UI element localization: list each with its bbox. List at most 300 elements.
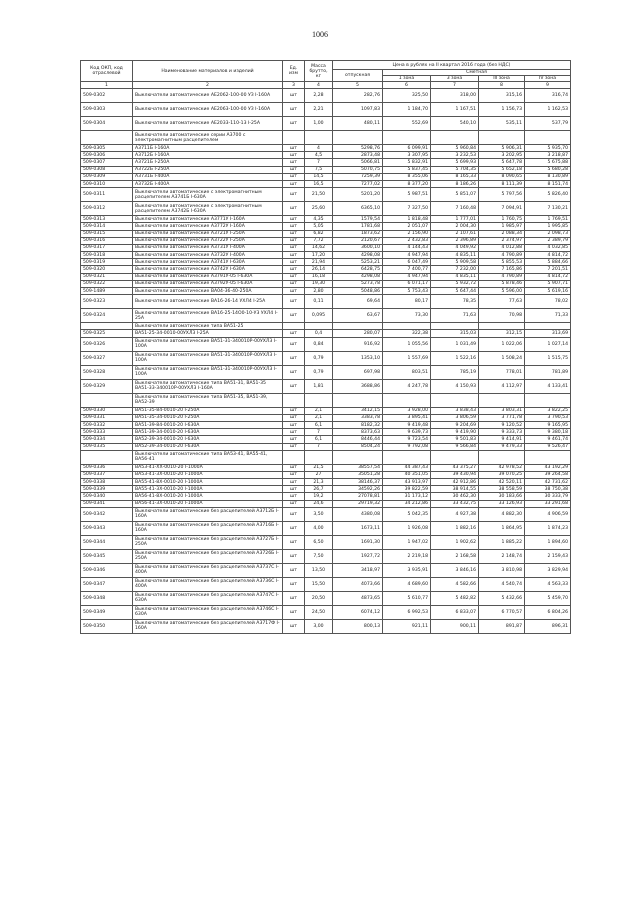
col-index: 1 <box>81 82 133 89</box>
cell-name: Выключатели автоматические А3732У I-400А <box>133 252 283 259</box>
cell-release: 4073,66 <box>333 577 383 591</box>
cell-code <box>81 450 133 464</box>
cell-release: 69,64 <box>333 295 383 309</box>
cell-release: 800,13 <box>333 619 383 633</box>
cell-release: 35051,28 <box>333 471 383 478</box>
cell-release: 4380,08 <box>333 507 383 521</box>
table-row <box>81 337 571 351</box>
cell-mass <box>305 131 333 145</box>
cell-z4: 5 907,71 <box>525 280 571 287</box>
cell-unit: шт <box>283 521 305 535</box>
cell-z3b <box>479 450 525 464</box>
cell-release: 916,92 <box>333 337 383 351</box>
cell-code: 509-0317 <box>81 244 133 251</box>
cell-release: 8446,44 <box>333 436 383 443</box>
cell-release: 5298,76 <box>333 145 383 152</box>
cell-code: 509-0332 <box>81 421 133 428</box>
cell-unit <box>283 450 305 464</box>
cell-z3b: 30 183,66 <box>479 493 525 500</box>
cell-z1: 9 419,48 <box>383 421 431 428</box>
cell-z3b: 3 771,78 <box>479 414 525 421</box>
cell-z1: 2 156,90 <box>383 230 431 237</box>
cell-name: Выключатели автоматические А3721У I-250А <box>133 230 283 237</box>
cell-z3: 8 186,26 <box>431 180 479 187</box>
cell-z3b: 9 414,91 <box>479 436 525 443</box>
cell-name: ВА56-41-3Х-0010-20 I-1000А <box>133 500 283 507</box>
table-row <box>81 252 571 259</box>
cell-release: 282,76 <box>333 89 383 103</box>
cell-z1: 5 987,51 <box>383 188 431 202</box>
cell-z1: 1 557,69 <box>383 351 431 365</box>
table-body <box>81 89 571 634</box>
cell-name: Выключатели автоматические без расцепителей А3737С I-400А <box>133 563 283 577</box>
cell-code: 509-0329 <box>81 379 133 393</box>
cell-z4: 1 162,53 <box>525 103 571 117</box>
cell-unit: шт <box>283 464 305 471</box>
cell-z3b: 1 156,73 <box>479 103 525 117</box>
cell-unit: шт <box>283 230 305 237</box>
cell-z4: 38 750,38 <box>525 486 571 493</box>
col-index: 5 <box>333 82 383 89</box>
cell-code: 509-0313 <box>81 216 133 223</box>
cell-code <box>81 323 133 330</box>
cell-mass: 4,5 <box>305 152 333 159</box>
cell-code: 509-0314 <box>81 223 133 230</box>
cell-unit: шт <box>283 443 305 450</box>
cell-z1: 322,38 <box>383 330 431 337</box>
table-row <box>81 393 571 407</box>
cell-unit: шт <box>283 266 305 273</box>
table-row <box>81 330 571 337</box>
cell-name: А3711Б I-160А <box>133 145 283 152</box>
cell-z1: 2 219,18 <box>383 549 431 563</box>
cell-z1: 4 247,78 <box>383 379 431 393</box>
cell-z3b: 39 070,25 <box>479 471 525 478</box>
cell-name: Выключатели автоматические без расцепителей А3736С I-400А <box>133 577 283 591</box>
cell-mass: 3,50 <box>305 507 333 521</box>
cell-unit: шт <box>283 89 305 103</box>
cell-mass: 20,50 <box>305 591 333 605</box>
cell-code: 509-0323 <box>81 295 133 309</box>
cell-z1: 5 753,43 <box>383 288 431 295</box>
cell-z3b: 1 864,95 <box>479 521 525 535</box>
cell-z3: 4 835,11 <box>431 273 479 280</box>
cell-z4: 71,33 <box>525 309 571 323</box>
cell-code: 509-0340 <box>81 493 133 500</box>
col-index: 7 <box>431 82 479 89</box>
cell-release: 6365,10 <box>333 202 383 216</box>
cell-z1: 552,69 <box>383 117 431 131</box>
cell-name: А3712Б I-160А <box>133 152 283 159</box>
cell-name: Выключатели автоматические без расцепителей А3717Ф I-160А <box>133 619 283 633</box>
cell-unit: шт <box>283 273 305 280</box>
cell-code: 509-0335 <box>81 443 133 450</box>
cell-code: 509-0339 <box>81 486 133 493</box>
cell-mass: 27 <box>305 471 333 478</box>
cell-z3b: 7 094,91 <box>479 202 525 216</box>
table-row <box>81 117 571 131</box>
cell-z4: 5 459,70 <box>525 591 571 605</box>
cell-z4: 1 874,23 <box>525 521 571 535</box>
table-row <box>81 280 571 287</box>
cell-unit: шт <box>283 486 305 493</box>
cell-z4: 30 333,79 <box>525 493 571 500</box>
cell-code: 509-0310 <box>81 180 133 187</box>
cell-unit: шт <box>283 216 305 223</box>
table-row <box>81 414 571 421</box>
cell-z3: 3 806,59 <box>431 414 479 421</box>
cell-mass: 21,94 <box>305 259 333 266</box>
cell-release: 4298,08 <box>333 273 383 280</box>
cell-name: Выключатели автоматические без расцепителей А3712Б I-160А <box>133 507 283 521</box>
cell-mass: 21,5 <box>305 464 333 471</box>
cell-code: 509-0312 <box>81 202 133 216</box>
cell-mass: 0,79 <box>305 365 333 379</box>
cell-unit: шт <box>283 414 305 421</box>
cell-z4: 3 218,87 <box>525 152 571 159</box>
cell-z3b: 42 520,11 <box>479 479 525 486</box>
cell-mass: 0,4 <box>305 330 333 337</box>
col-index: 2 <box>133 82 283 89</box>
cell-z4: 896,31 <box>525 619 571 633</box>
cell-z4: 6 804,26 <box>525 605 571 619</box>
cell-z3b: 1 760,75 <box>479 216 525 223</box>
table-header <box>81 61 571 89</box>
cell-name: ВА51-39-34-0010-20 I-630А <box>133 429 283 436</box>
cell-release: 1579,54 <box>333 216 383 223</box>
table-row <box>81 443 571 450</box>
cell-code: 509-0350 <box>81 619 133 633</box>
cell-release: 2873,48 <box>333 152 383 159</box>
cell-z3b: 4 012,88 <box>479 244 525 251</box>
page-number: 1006 <box>312 30 328 39</box>
cell-mass: 14,5 <box>305 173 333 180</box>
table-row <box>81 535 571 549</box>
cell-release: 1097,83 <box>333 103 383 117</box>
cell-z4: 8 130,89 <box>525 173 571 180</box>
cell-code: 509-1489 <box>81 288 133 295</box>
cell-z1: 4 947,94 <box>383 273 431 280</box>
cell-z3: 6 833,07 <box>431 605 479 619</box>
cell-z1 <box>383 323 431 330</box>
cell-mass: 6,82 <box>305 230 333 237</box>
cell-mass: 7 <box>305 429 333 436</box>
cell-z3b: 7 165,86 <box>479 266 525 273</box>
cell-z3: 4 049,92 <box>431 244 479 251</box>
table-row <box>81 577 571 591</box>
cell-unit: шт <box>283 259 305 266</box>
table-row <box>81 259 571 266</box>
cell-z3: 5 704,35 <box>431 166 479 173</box>
cell-name: Выключатели автоматические АЕ2033-110-13 I-25А <box>133 117 283 131</box>
cell-z3b: 5 878,46 <box>479 280 525 287</box>
cell-z1: 9 792,08 <box>383 443 431 450</box>
cell-unit: шт <box>283 117 305 131</box>
cell-z3b: 5 647,78 <box>479 159 525 166</box>
cell-name: Выключатели автоматические А3722У I-250А <box>133 237 283 244</box>
cell-z3b: 77,63 <box>479 295 525 309</box>
cell-z3b: 4 112,97 <box>479 379 525 393</box>
cell-release: 8182,32 <box>333 421 383 428</box>
cell-unit: шт <box>283 429 305 436</box>
cell-name: Выключатели автоматические ВА51-31-340010Р-00УХЛ3 I-100А <box>133 351 283 365</box>
cell-release: 3600,10 <box>333 244 383 251</box>
cell-release: 697,98 <box>333 365 383 379</box>
cell-mass: 0,11 <box>305 295 333 309</box>
cell-mass: 21,50 <box>305 188 333 202</box>
table-row <box>81 230 571 237</box>
cell-z4: 9 461,74 <box>525 436 571 443</box>
cell-mass: 5,05 <box>305 223 333 230</box>
table-row <box>81 549 571 563</box>
cell-z4: 7 201,51 <box>525 266 571 273</box>
cell-mass: 17,20 <box>305 252 333 259</box>
cell-release: 6074,12 <box>333 605 383 619</box>
cell-release: 4298,08 <box>333 252 383 259</box>
cell-z1: 31 173,12 <box>383 493 431 500</box>
table-row <box>81 407 571 414</box>
cell-unit: шт <box>283 252 305 259</box>
cell-z3b: 6 770,57 <box>479 605 525 619</box>
cell-code: 509-0328 <box>81 365 133 379</box>
cell-z1: 73,30 <box>383 309 431 323</box>
cell-z3b: 4 790,89 <box>479 273 525 280</box>
cell-release: 38146,37 <box>333 479 383 486</box>
cell-name: Выключатели автоматические ВА16-26-14 УХЛ4 I-25А <box>133 295 283 309</box>
cell-name: Выключатели автоматические с электромагнитным расцепителем А3741Б I-630А <box>133 188 283 202</box>
table-row <box>81 591 571 605</box>
cell-code: 509-0346 <box>81 563 133 577</box>
header-code: Код ОКП, код отраслевой <box>81 61 133 82</box>
header-zone3: 3 зона <box>431 76 479 82</box>
cell-unit: шт <box>283 295 305 309</box>
cell-mass: 6,1 <box>305 421 333 428</box>
cell-z4: 4 563,33 <box>525 577 571 591</box>
cell-mass: 16,5 <box>305 180 333 187</box>
cell-release: 3412,15 <box>333 407 383 414</box>
cell-z4 <box>525 393 571 407</box>
cell-z3b: 315,16 <box>479 89 525 103</box>
cell-release <box>333 131 383 145</box>
table-row <box>81 223 571 230</box>
table-row <box>81 103 571 117</box>
cell-unit: шт <box>283 379 305 393</box>
cell-code: 509-0318 <box>81 252 133 259</box>
cell-name: Выключатели автоматические типа ВА51-25 <box>133 323 283 330</box>
column-index-row <box>81 82 571 89</box>
table-row <box>81 244 571 251</box>
cell-unit: шт <box>283 237 305 244</box>
cell-unit: шт <box>283 180 305 187</box>
cell-name: ВА56-41-8Х-0010-20 I-1000А <box>133 493 283 500</box>
cell-z1: 803,51 <box>383 365 431 379</box>
cell-z3: 9 566,84 <box>431 443 479 450</box>
cell-mass: 25,60 <box>305 202 333 216</box>
cell-name: Выключатели автоматические ВА51-31-340010Р-00УХЛ3 I-100А <box>133 337 283 351</box>
cell-z4: 3 822,25 <box>525 407 571 414</box>
cell-unit: шт <box>283 471 305 478</box>
cell-mass: 21,3 <box>305 479 333 486</box>
cell-z4: 4 906,59 <box>525 507 571 521</box>
cell-z4: 5 884,66 <box>525 259 571 266</box>
cell-mass: 7,5 <box>305 166 333 173</box>
cell-z1: 1 055,56 <box>383 337 431 351</box>
cell-z4: 1 995,85 <box>525 223 571 230</box>
cell-z3: 78,35 <box>431 295 479 309</box>
cell-z4: 5 680,28 <box>525 166 571 173</box>
cell-release: 5273,78 <box>333 280 383 287</box>
cell-name: ВА51-35-34-0010-20 I-250А <box>133 414 283 421</box>
cell-code: 509-0345 <box>81 549 133 563</box>
cell-unit: шт <box>283 535 305 549</box>
cell-unit <box>283 393 305 407</box>
table-row <box>81 173 571 180</box>
cell-code: 509-0333 <box>81 429 133 436</box>
cell-unit: шт <box>283 436 305 443</box>
cell-mass: 19,2 <box>305 493 333 500</box>
cell-z3: 8 165,33 <box>431 173 479 180</box>
cell-release: 4873,65 <box>333 591 383 605</box>
cell-code: 509-0307 <box>81 159 133 166</box>
cell-z4: 43 192,29 <box>525 464 571 471</box>
cell-name: Выключатели автоматические А3731У I-400А <box>133 244 283 251</box>
cell-z1: 7 327,50 <box>383 202 431 216</box>
table-row <box>81 323 571 330</box>
cell-z3b: 4 540,74 <box>479 577 525 591</box>
cell-z3: 1 031,49 <box>431 337 479 351</box>
cell-z3b <box>479 131 525 145</box>
cell-name: Выключатели автоматические без расцепителей А3727Б I-250А <box>133 535 283 549</box>
header-zone3b: III зона <box>479 76 525 82</box>
cell-z3b: 3 803,31 <box>479 407 525 414</box>
cell-code: 509-0331 <box>81 414 133 421</box>
table-row <box>81 436 571 443</box>
cell-z1: 921,11 <box>383 619 431 633</box>
cell-release: 38557,54 <box>333 464 383 471</box>
cell-z4: 3 790,53 <box>525 414 571 421</box>
cell-z3 <box>431 323 479 330</box>
cell-name: Выключатели автоматические А3791У-05 I-630А <box>133 273 283 280</box>
cell-z4: 781,89 <box>525 365 571 379</box>
cell-unit: шт <box>283 188 305 202</box>
cell-release <box>333 450 383 464</box>
cell-release: 27078,81 <box>333 493 383 500</box>
cell-unit: шт <box>283 563 305 577</box>
cell-z3: 38 914,55 <box>431 486 479 493</box>
table-row <box>81 479 571 486</box>
cell-release: 8373,63 <box>333 429 383 436</box>
cell-name: Выключатели автоматические АЕ2063-100-00 УЗ I-160А <box>133 103 283 117</box>
cell-mass: 26,7 <box>305 486 333 493</box>
cell-mass: 4 <box>305 145 333 152</box>
cell-unit: шт <box>283 103 305 117</box>
col-index: 8 <box>479 82 525 89</box>
cell-z3b: 70,98 <box>479 309 525 323</box>
cell-z1: 5 837,45 <box>383 166 431 173</box>
cell-unit: шт <box>283 605 305 619</box>
cell-z1: 1 926,08 <box>383 521 431 535</box>
cell-z3: 1 882,16 <box>431 521 479 535</box>
cell-name: Выключатели автоматические без расцепителей А3716Б I-160А <box>133 521 283 535</box>
cell-z1 <box>383 393 431 407</box>
cell-z1: 9 723,54 <box>383 436 431 443</box>
cell-z1: 6 071,17 <box>383 280 431 287</box>
cell-z3: 5 932,72 <box>431 280 479 287</box>
cell-unit: шт <box>283 549 305 563</box>
cell-z3: 3 846,16 <box>431 563 479 577</box>
cell-unit <box>283 323 305 330</box>
cell-z3: 71,63 <box>431 309 479 323</box>
cell-mass: 7,72 <box>305 237 333 244</box>
cell-mass <box>305 450 333 464</box>
header-mass: Масса брутто, кг <box>305 61 333 82</box>
cell-unit: шт <box>283 337 305 351</box>
cell-z3b: 5 596,00 <box>479 288 525 295</box>
cell-z3b: 2 088,34 <box>479 230 525 237</box>
cell-mass: 2,1 <box>305 414 333 421</box>
cell-unit: шт <box>283 288 305 295</box>
cell-unit: шт <box>283 591 305 605</box>
table-row <box>81 180 571 187</box>
cell-code: 509-0336 <box>81 464 133 471</box>
cell-z1 <box>383 131 431 145</box>
cell-release: 3383,78 <box>333 414 383 421</box>
cell-z1: 39 822,59 <box>383 486 431 493</box>
cell-z4: 33 291,68 <box>525 500 571 507</box>
cell-unit: шт <box>283 152 305 159</box>
cell-z3: 900,11 <box>431 619 479 633</box>
cell-z1: 4 947,94 <box>383 252 431 259</box>
cell-z3: 4 150,93 <box>431 379 479 393</box>
cell-name: ВА55-41-8Х-0010-20 I-1000А <box>133 479 283 486</box>
cell-code: 509-0308 <box>81 166 133 173</box>
cell-unit <box>283 131 305 145</box>
cell-z1: 1 947,02 <box>383 535 431 549</box>
cell-code: 509-0320 <box>81 266 133 273</box>
cell-z3: 315,03 <box>431 330 479 337</box>
cell-z3: 5 960,84 <box>431 145 479 152</box>
cell-name: ВА52-39-34-0010-20 I-630А <box>133 443 283 450</box>
cell-z1: 34 212,86 <box>383 500 431 507</box>
cell-z1: 4 689,60 <box>383 577 431 591</box>
cell-z3b: 2 148,74 <box>479 549 525 563</box>
cell-z1: 9 639,73 <box>383 429 431 436</box>
cell-name: Выключатели автоматические типа ВА51-35, ВА51-39, ВА52-39 <box>133 393 283 407</box>
table-row <box>81 421 571 428</box>
cell-unit: шт <box>283 159 305 166</box>
table-row <box>81 563 571 577</box>
cell-z1: 1 818,48 <box>383 216 431 223</box>
cell-unit: шт <box>283 351 305 365</box>
cell-z1: 3 935,91 <box>383 563 431 577</box>
cell-z3: 5 909,58 <box>431 259 479 266</box>
col-index: 6 <box>383 82 431 89</box>
cell-code: 509-0325 <box>81 330 133 337</box>
cell-code: 509-0344 <box>81 535 133 549</box>
cell-unit: шт <box>283 421 305 428</box>
cell-z4 <box>525 323 571 330</box>
cell-code: 509-0311 <box>81 188 133 202</box>
cell-code: 509-0322 <box>81 280 133 287</box>
header-release: отпускная <box>333 70 383 82</box>
cell-name: Выключатели автоматические ВА16-25-14О0-10-У3 УХЛ4 I-25А <box>133 309 283 323</box>
cell-z3b: 5 432,66 <box>479 591 525 605</box>
cell-z3: 30 462,30 <box>431 493 479 500</box>
cell-z3: 2 396,89 <box>431 237 479 244</box>
cell-code: 509-0324 <box>81 309 133 323</box>
cell-unit: шт <box>283 173 305 180</box>
cell-code: 509-0341 <box>81 500 133 507</box>
